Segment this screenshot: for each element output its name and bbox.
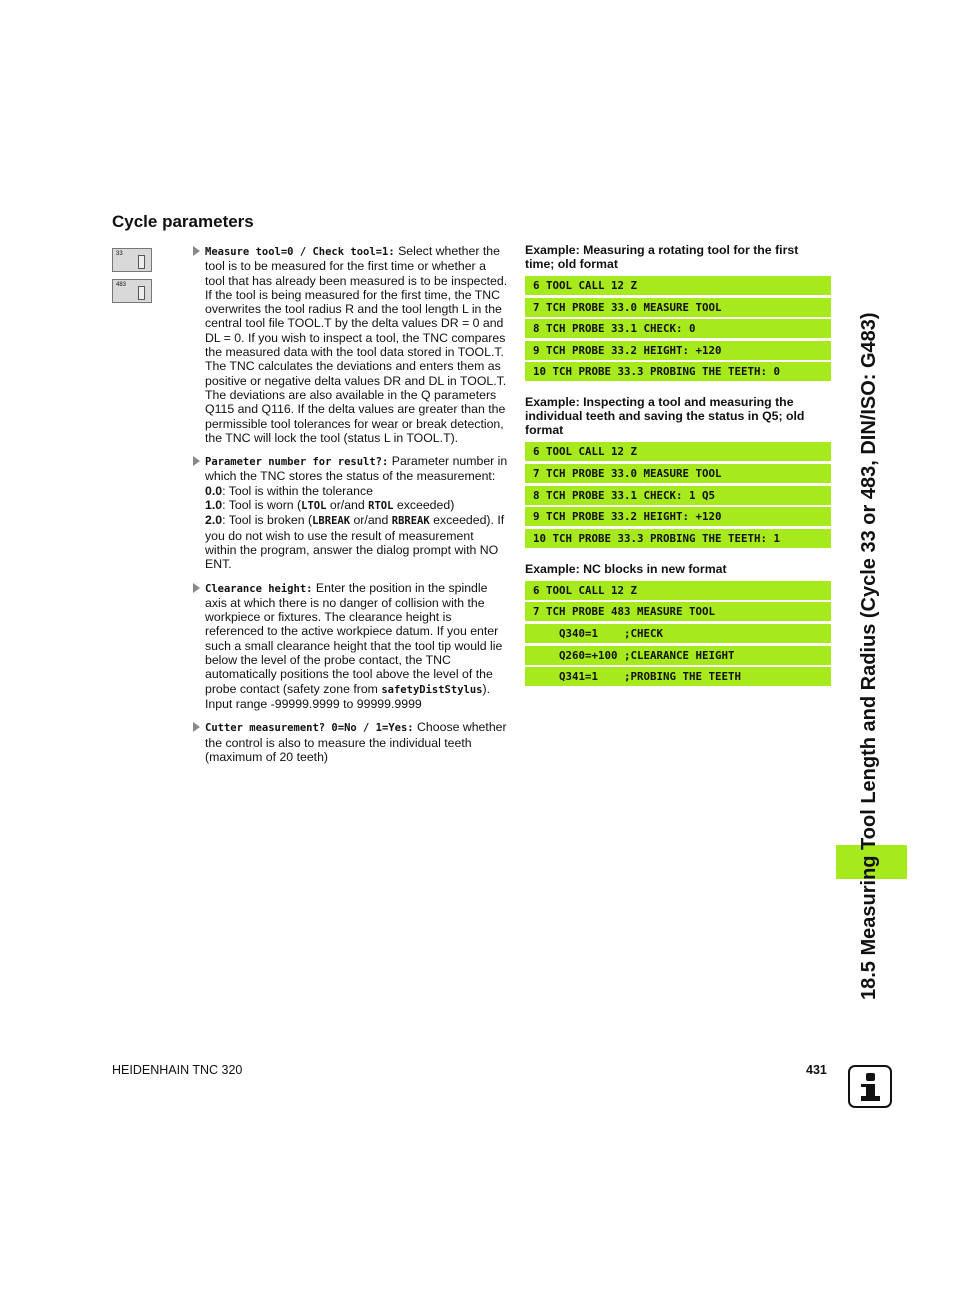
code-line: Q260=+100 ;CLEARANCE HEIGHT	[525, 646, 831, 665]
value-code: 0.0	[205, 483, 223, 498]
example-title: Example: Inspecting a tool and measuring the individual teeth and saving the status in Q5; old format	[525, 395, 805, 438]
value-text: or/and	[350, 513, 392, 528]
value-code: 1.0	[205, 498, 223, 513]
keyword: safetyDistStylus	[381, 683, 483, 696]
value-text: exceeded)	[393, 498, 455, 513]
code-line: 10 TCH PROBE 33.3 PROBING THE TEETH: 0	[525, 362, 831, 381]
cycle-number: 33	[116, 251, 123, 257]
info-dot	[866, 1073, 875, 1081]
value-text: exceeded). If you do not wish to use the result of measurement within the program, answer the dialog prompt with NO ENT.	[205, 513, 505, 572]
keyword: LBREAK	[312, 515, 351, 528]
code-line: 7 TCH PROBE 33.0 MEASURE TOOL	[525, 464, 831, 483]
code-line: 6 TOOL CALL 12 Z	[525, 442, 831, 461]
code-block	[525, 276, 831, 381]
cycle-33-icon	[112, 248, 152, 272]
code-line: 6 TOOL CALL 12 Z	[525, 581, 831, 600]
arrow-right-icon	[193, 246, 200, 256]
code-line: Q340=1 ;CHECK	[525, 624, 831, 643]
param-keyword: Measure tool=0 / Check tool=1:	[205, 246, 395, 258]
param-description: Choose whether the control is also to measure the individual teeth (maximum of 20 teeth)	[205, 720, 507, 764]
param-clearance-height	[193, 581, 508, 712]
value-text: : Tool is within the tolerance	[222, 483, 373, 498]
param-keyword: Cutter measurement? 0=No / 1=Yes:	[205, 722, 414, 735]
keyword: LTOL	[301, 500, 327, 513]
param-measure-check	[193, 244, 508, 445]
chapter-side-title: 18.5 Measuring Tool Length and Radius (Cycle 33 or 483, DIN/ISO: G483)	[858, 312, 880, 1000]
param-result-number	[193, 454, 508, 571]
page-number: 431	[806, 1063, 827, 1077]
param-keyword: Clearance height:	[205, 582, 313, 595]
example-title: Example: Measuring a rotating tool for the first time; old format	[525, 243, 799, 271]
probe-graphic	[138, 286, 145, 300]
param-cutter-measurement	[193, 720, 508, 764]
cycle-number: 483	[116, 282, 127, 288]
arrow-right-icon	[193, 722, 200, 732]
param-description: Select whether the tool is to be measured for the first time or whether a tool that has already been measured is to be inspected. If the tool is being measured for the first time, the TNC overwrites the tool radius R and the tool length L in the central tool file TOOL.T by the delta values DR = 0 and DL = 0. If you wish to inspect a tool, the TNC compares the measured data with the tool data stored in TOOL.T. The TNC calculates the deviations and enters them as positive or negative delta values DR and DL in TOOL.T. The deviations are also available in the Q parameters Q115 and Q116. If the delta values are greater than the permissible tool tolerances for wear or break detection, the TNC will lock the tool (status L in TOOL.T).	[205, 244, 508, 445]
examples-column	[525, 243, 831, 700]
probe-graphic	[138, 255, 145, 269]
value-text: : Tool is worn (	[222, 498, 302, 513]
code-block	[525, 581, 831, 686]
param-description: ). Input range -99999.9999 to 99999.9999	[205, 681, 491, 711]
code-line: 7 TCH PROBE 483 MEASURE TOOL	[525, 602, 831, 621]
keyword: RBREAK	[391, 515, 430, 528]
code-line: 8 TCH PROBE 33.1 CHECK: 0	[525, 319, 831, 338]
parameter-list	[193, 244, 508, 773]
code-line: Q341=1 ;PROBING THE TEETH	[525, 667, 831, 686]
param-keyword: Parameter number for result?:	[205, 456, 389, 469]
code-line: 9 TCH PROBE 33.2 HEIGHT: +120	[525, 507, 831, 526]
arrow-right-icon	[193, 456, 200, 466]
code-block	[525, 442, 831, 547]
info-icon	[848, 1065, 892, 1108]
code-line: 10 TCH PROBE 33.3 PROBING THE TEETH: 1	[525, 529, 831, 548]
param-description: Parameter number in which the TNC stores the status of the measurement:	[205, 454, 508, 484]
arrow-right-icon	[193, 583, 200, 593]
code-line: 7 TCH PROBE 33.0 MEASURE TOOL	[525, 298, 831, 317]
value-text: : Tool is broken (	[222, 513, 313, 528]
cycle-483-icon	[112, 279, 152, 303]
code-line: 9 TCH PROBE 33.2 HEIGHT: +120	[525, 341, 831, 360]
section-title: Cycle parameters	[112, 212, 254, 231]
value-code: 2.0	[205, 513, 223, 528]
footer-product: HEIDENHAIN TNC 320	[112, 1063, 243, 1077]
code-line: 8 TCH PROBE 33.1 CHECK: 1 Q5	[525, 486, 831, 505]
example-title: Example: NC blocks in new format	[525, 561, 727, 576]
keyword: RTOL	[368, 500, 394, 513]
code-line: 6 TOOL CALL 12 Z	[525, 276, 831, 295]
value-text: or/and	[326, 498, 369, 513]
param-description: Enter the position in the spindle axis at which there is no danger of collision with the workpiece or fixtures. The clearance height is referenced to the active workpiece datum. If you enter such a small clearance height that the tool tip would lie below the level of the probe contact, the TNC automatically positions the tool above the level of the probe contact (safety zone from	[205, 580, 503, 696]
info-base	[861, 1096, 880, 1101]
